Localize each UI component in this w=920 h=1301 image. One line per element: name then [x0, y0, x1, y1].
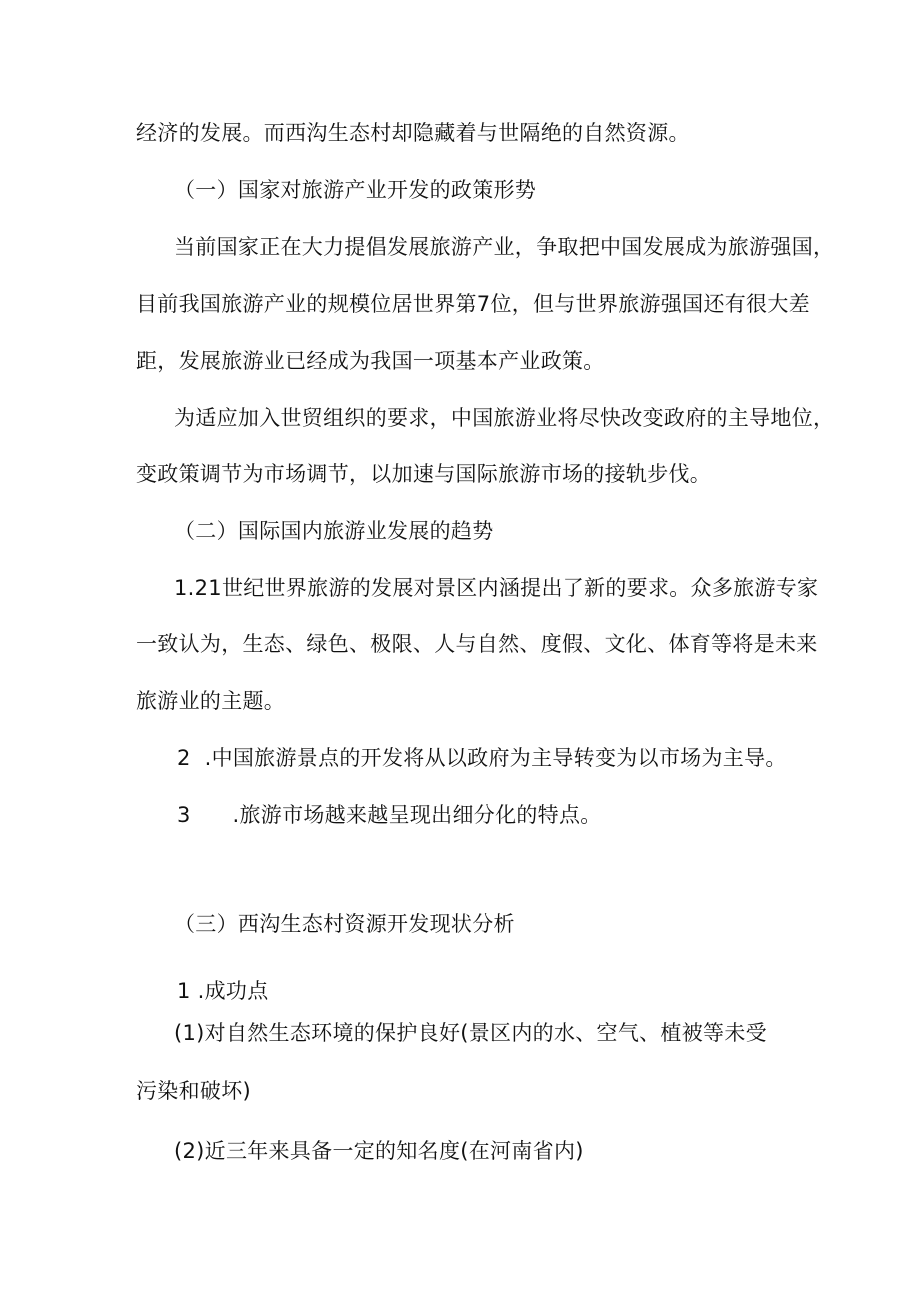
section-heading-3: （三）西沟生态村资源开发现状分析	[174, 912, 515, 936]
list-item-line: (2)近三年来具备一定的知名度(在河南省内)	[174, 1139, 584, 1163]
list-item-line: 1.21世纪世界旅游的发展对景区内涵提出了新的要求。众多旅游专家	[174, 576, 819, 600]
paragraph-line: 当前国家正在大力提倡发展旅游产业，争取把中国发展成为旅游强国，	[174, 235, 835, 259]
list-item-line: 旅游业的主题。	[136, 689, 286, 713]
section-heading-1: （一）国家对旅游产业开发的政策形势	[174, 178, 537, 202]
sub-heading: 1 .成功点	[177, 979, 269, 1003]
section-heading-2: （二）国际国内旅游业发展的趋势	[174, 519, 494, 543]
list-item-line: (1)对自然生态环境的保护良好(景区内的水、空气、植被等未受	[174, 1021, 767, 1045]
list-item-line: 一致认为，生态、绿色、极限、人与自然、度假、文化、体育等将是未来	[136, 632, 818, 656]
list-item-line: 3 .旅游市场越来越呈现出细分化的特点。	[177, 803, 602, 827]
paragraph-line: 变政策调节为市场调节，以加速与国际旅游市场的接轨步伐。	[136, 462, 712, 486]
paragraph-line: 目前我国旅游产业的规模位居世界第7位，但与世界旅游强国还有很大差	[136, 292, 810, 316]
paragraph-line: 经济的发展。而西沟生态村却隐藏着与世隔绝的自然资源。	[136, 121, 690, 145]
paragraph-line: 距，发展旅游业已经成为我国一项基本产业政策。	[136, 349, 605, 373]
paragraph-line: 为适应加入世贸组织的要求，中国旅游业将尽快改变政府的主导地位，	[174, 406, 835, 430]
list-item-line: 污染和破坏)	[136, 1079, 251, 1103]
list-item-line: 2 .中国旅游景点的开发将从以政府为主导转变为以市场为主导。	[177, 746, 787, 770]
